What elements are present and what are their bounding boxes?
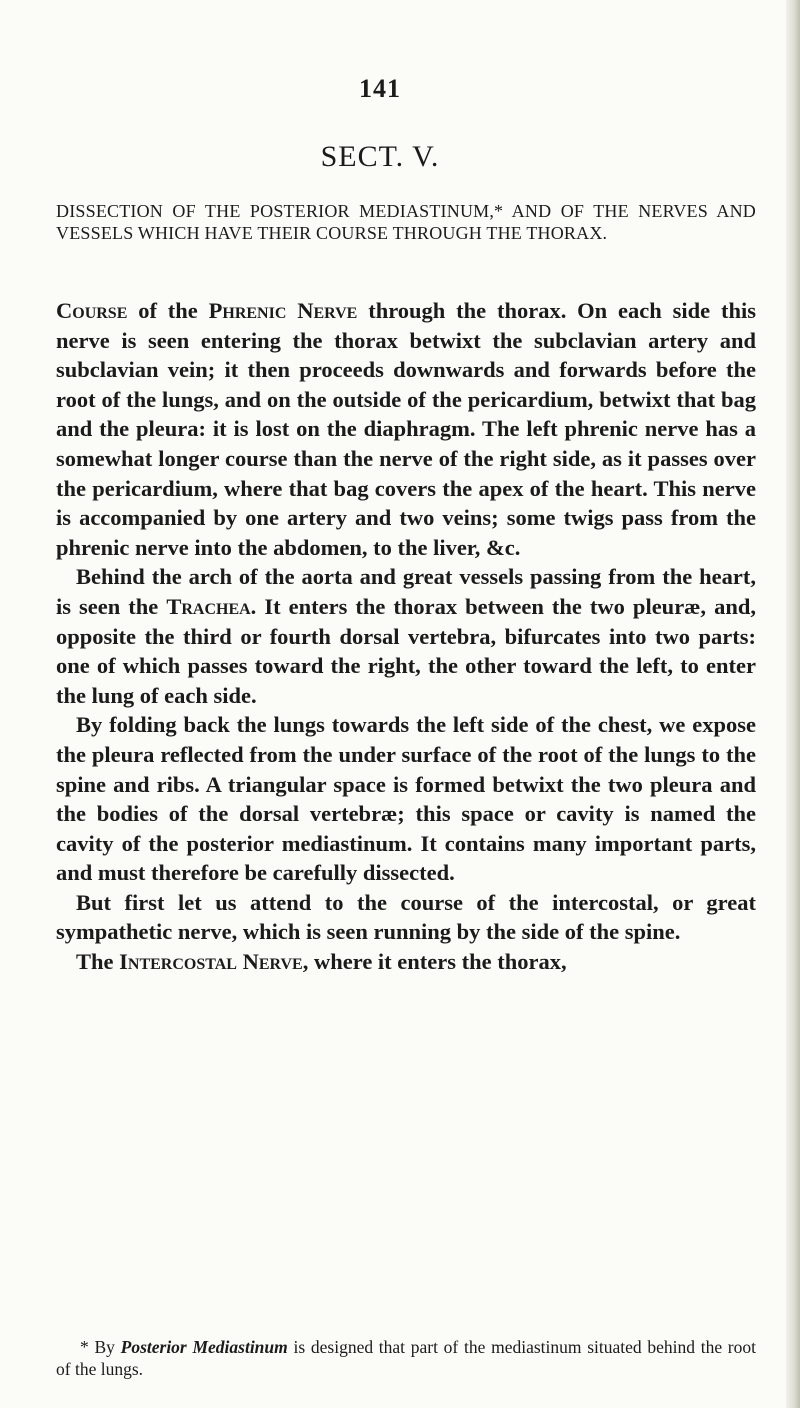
term-intercostal-nerve: Intercostal Nerve (119, 949, 303, 975)
paragraph-mediastinum: By folding back the lungs towards the left side of the chest, we expose the pleura reflected from the under surface of the root of the lungs to the spine and ribs. A triangular space is formed betwixt the two pleura and the bodies of the dorsal vertebræ; this space or cavity is named the cavity of the posterior mediastinum. It contains many important parts, and must therefore be carefully dissected. (56, 712, 756, 886)
footnote: * By Posterior Mediastinum is designed that part of the mediastinum situated behind the root of the lungs. (56, 1337, 756, 1379)
page-edge-shadow (786, 0, 800, 1408)
paragraph-intercostal-nerve: The Intercostal Nerve, where it enters the thorax, (76, 949, 567, 975)
section-title: SECT. V. (320, 140, 440, 173)
term-phrenic-nerve: Phrenic Nerve (208, 298, 358, 323)
footnote-mark: * (80, 1337, 89, 1357)
page-number: 141 (359, 74, 401, 103)
paragraph-phrenic-nerve: Course of the Phrenic Nerve through the thorax. On each side this nerve is seen entering the thorax betwixt the subclavian artery and subclavian vein; it then proceeds downwards and forwards before the root of the lungs, and on the outside of the pericardium, betwixt that bag and the pleura: it is lost on the diaphragm. The left phrenic nerve has a somewhat longer course than the nerve of the right side, as it passes over the pericardium, where that bag covers the apex of the heart. This nerve is accompanied by one artery and two veins; some twigs pass from the phrenic nerve into the abdomen, to the liver, &c. (56, 298, 756, 560)
body-text (56, 296, 756, 977)
term-trachea: Trachea (166, 593, 251, 619)
section-subtitle: DISSECTION OF THE POSTERIOR MEDIASTINUM,* AND OF THE NERVES AND VESSELS WHICH HAVE THEIR COURSE THROUGH THE THORAX. (56, 201, 756, 243)
lead-word: Course (56, 298, 128, 323)
paragraph-trachea: Behind the arch of the aorta and great vessels passing from the heart, is seen the Trachea. It enters the thorax between the two pleuræ, and, opposite the third or fourth dorsal vertebra, bifurcates into two parts: one of which passes toward the right, the other toward the left, to enter the lung of each side. (56, 564, 756, 708)
footnote-term: Posterior Mediastinum (120, 1337, 288, 1357)
paragraph-intercostal-intro: But first let us attend to the course of the intercostal, or great sympathetic nerve, which is seen running by the side of the spine. (56, 889, 756, 945)
